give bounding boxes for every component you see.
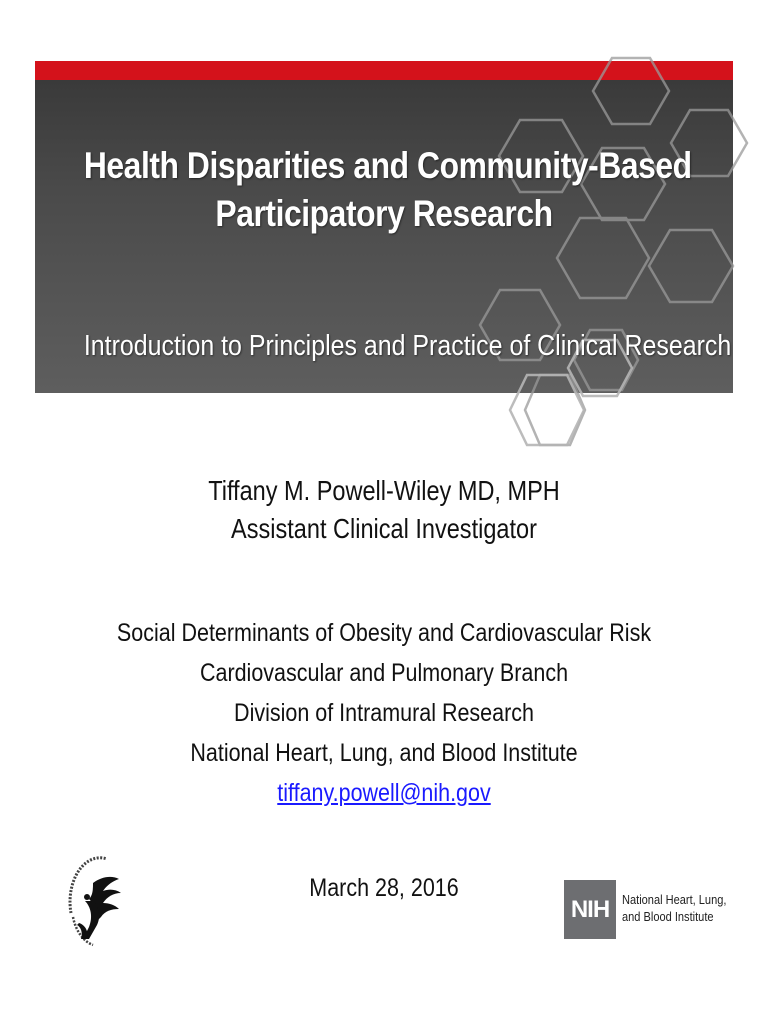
title-line-2: Participatory Research [215,193,553,234]
email-link[interactable]: tiffany.powell@nih.gov [277,779,491,807]
presenter-name: Tiffany M. Powell-Wiley MD, MPH [208,475,560,506]
presenter-block [61,472,706,548]
slide-title [83,142,692,238]
header-red-bar [35,61,733,80]
affiliation-block [54,613,714,813]
slide-subtitle: Introduction to Principles and Practice of Clinical Research [83,330,732,362]
presentation-date: March 28, 2016 [309,874,459,902]
nih-logo-text-line-1: National Heart, Lung, [622,892,727,907]
affiliation-line: National Heart, Lung, and Blood Institute [190,739,578,767]
title-line-1: Health Disparities and Community-Based [83,145,692,186]
nih-logo-text-line-2: and Blood Institute [622,909,714,924]
hhs-seal-icon [63,853,127,947]
presenter-role: Assistant Clinical Investigator [231,513,537,544]
affiliation-line: Division of Intramural Research [234,699,534,727]
affiliation-line: Social Determinants of Obesity and Cardiovascular Risk [116,619,652,647]
nih-logo-box: NIH [564,880,616,939]
nih-logo [564,880,734,940]
affiliation-line: Cardiovascular and Pulmonary Branch [199,659,569,687]
nih-logo-text [622,891,727,925]
